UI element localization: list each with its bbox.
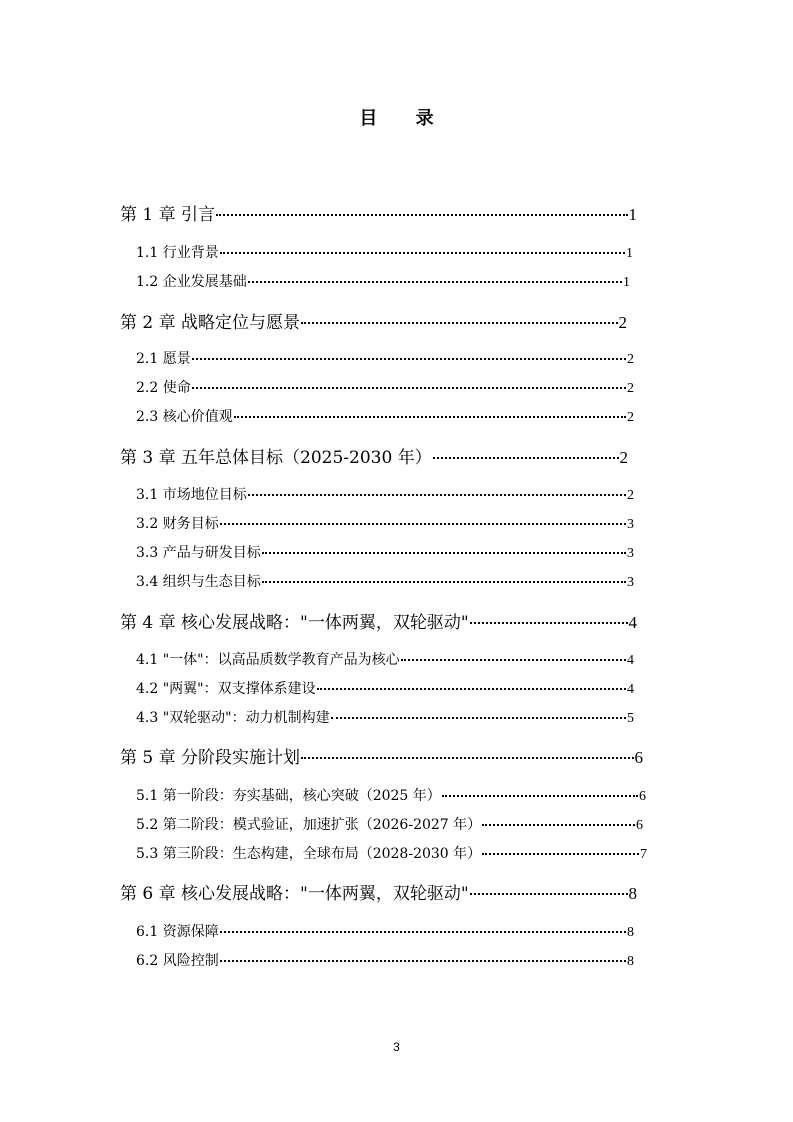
- toc-entry-page: 5: [627, 711, 634, 726]
- dot-leader: [248, 485, 626, 499]
- toc-entry-label: 3.3 产品与研发目标: [136, 545, 261, 561]
- dot-leader: [192, 349, 626, 363]
- dot-leader: [433, 446, 619, 463]
- toc-entry-page: 6: [639, 789, 646, 804]
- toc-entry-label: 4.3 "双轮驱动"：动力机制构建: [136, 710, 330, 726]
- toc-section-entry[interactable]: [136, 542, 634, 562]
- toc-entry-label: 第 3 章 五年总体目标（2025-2030 年）: [120, 448, 432, 468]
- toc-entry-label: 1.1 行业背景: [136, 245, 219, 261]
- toc-entry-page: 1: [628, 205, 637, 224]
- toc-entry-page: 2: [627, 381, 634, 396]
- toc-entry-page: 2: [627, 488, 634, 503]
- toc-entry-page: 8: [627, 954, 634, 969]
- toc-section-entry[interactable]: [136, 242, 633, 262]
- toc-chapter-entry[interactable]: [120, 608, 637, 633]
- toc-section-entry[interactable]: [136, 406, 634, 426]
- dot-leader: [262, 572, 626, 586]
- toc-chapter-entry[interactable]: [120, 308, 627, 333]
- toc-section-entry[interactable]: [136, 571, 634, 591]
- dot-leader: [220, 922, 626, 936]
- toc-entry-page: 2: [627, 410, 634, 425]
- toc-entry-label: 3.4 组织与生态目标: [136, 574, 261, 590]
- dot-leader: [216, 203, 627, 220]
- dot-leader: [248, 272, 622, 286]
- toc-section-entry[interactable]: [136, 785, 646, 805]
- toc-entry-page: 3: [627, 517, 634, 532]
- toc-entry-label: 第 1 章 引言: [120, 205, 216, 225]
- dot-leader: [482, 844, 639, 858]
- dot-leader: [317, 679, 626, 693]
- toc-entry-page: 3: [627, 575, 634, 590]
- toc-entry-label: 第 2 章 战略定位与愿景: [120, 313, 301, 333]
- toc-entry-label: 6.2 风险控制: [136, 953, 219, 969]
- toc-section-entry[interactable]: [136, 348, 634, 368]
- toc-entry-label: 第 4 章 核心发展战略："一体两翼，双轮驱动": [120, 613, 469, 633]
- toc-entry-page: 4: [627, 682, 634, 697]
- toc-section-entry[interactable]: [136, 678, 634, 698]
- toc-section-entry[interactable]: [136, 377, 634, 397]
- dot-leader: [470, 882, 628, 899]
- toc-entry-label: 第 5 章 分阶段实施计划: [120, 748, 301, 768]
- toc-entry-page: 4: [627, 653, 634, 668]
- toc-chapter-entry[interactable]: [120, 743, 643, 768]
- toc-section-entry[interactable]: [136, 649, 634, 669]
- toc-section-entry[interactable]: [136, 484, 634, 504]
- toc-entry-page: 1: [626, 246, 633, 261]
- dot-leader: [262, 543, 626, 557]
- toc-entry-label: 4.1 "一体"：以高品质数学教育产品为核心: [136, 652, 400, 668]
- toc-entry-label: 4.2 "两翼"：双支撑体系建设: [136, 681, 316, 697]
- toc-entry-label: 3.2 财务目标: [136, 516, 219, 532]
- dot-leader: [234, 407, 626, 421]
- toc-section-entry[interactable]: [136, 950, 634, 970]
- toc-section-entry[interactable]: [136, 707, 634, 727]
- toc-entry-label: 6.1 资源保障: [136, 924, 219, 940]
- dot-leader: [401, 650, 626, 664]
- dot-leader: [220, 243, 625, 257]
- toc-entry-label: 第 6 章 核心发展战略："一体两翼，双轮驱动": [120, 884, 469, 904]
- toc-entry-label: 5.3 第三阶段：生态构建，全球布局（2028-2030 年）: [136, 846, 482, 862]
- dot-leader: [470, 611, 628, 628]
- dot-leader: [301, 746, 633, 763]
- toc-entry-page: 2: [618, 313, 627, 332]
- toc-section-entry[interactable]: [136, 814, 643, 834]
- toc-entry-page: 6: [634, 748, 643, 767]
- toc-entry-page: 7: [640, 847, 647, 862]
- dot-leader: [220, 514, 626, 528]
- toc-section-entry[interactable]: [136, 843, 647, 863]
- toc-entry-page: 8: [628, 884, 637, 903]
- toc-entry-label: 2.3 核心价值观: [136, 409, 233, 425]
- dot-leader: [192, 378, 626, 392]
- toc-entry-page: 2: [619, 448, 628, 467]
- toc-entry-label: 3.1 市场地位目标: [136, 487, 247, 503]
- toc-chapter-entry[interactable]: [120, 200, 637, 225]
- toc-chapter-entry[interactable]: [120, 443, 628, 468]
- toc-entry-page: 1: [623, 275, 630, 290]
- dot-leader: [301, 311, 617, 328]
- toc-entry-page: 6: [636, 818, 643, 833]
- toc-entry-label: 5.1 第一阶段：夯实基础，核心突破（2025 年）: [136, 788, 441, 804]
- dot-leader: [442, 786, 638, 800]
- toc-entry-page: 8: [627, 925, 634, 940]
- toc-entry-label: 1.2 企业发展基础: [136, 274, 247, 290]
- toc-title: 目 录: [359, 108, 450, 129]
- toc-section-entry[interactable]: [136, 271, 630, 291]
- toc-entry-label: 5.2 第二阶段：模式验证，加速扩张（2026-2027 年）: [136, 817, 482, 833]
- dot-leader: [482, 815, 635, 829]
- toc-entry-page: 2: [627, 352, 634, 367]
- dot-leader: [220, 951, 626, 965]
- page-number: 3: [393, 1040, 400, 1054]
- toc-entry-page: 3: [627, 546, 634, 561]
- toc-entry-label: 2.1 愿景: [136, 351, 191, 367]
- toc-entry-label: 2.2 使命: [136, 380, 191, 396]
- toc-chapter-entry[interactable]: [120, 879, 637, 904]
- toc-section-entry[interactable]: [136, 513, 634, 533]
- toc-section-entry[interactable]: [136, 921, 634, 941]
- dot-leader: [331, 708, 626, 722]
- toc-entry-page: 4: [628, 613, 637, 632]
